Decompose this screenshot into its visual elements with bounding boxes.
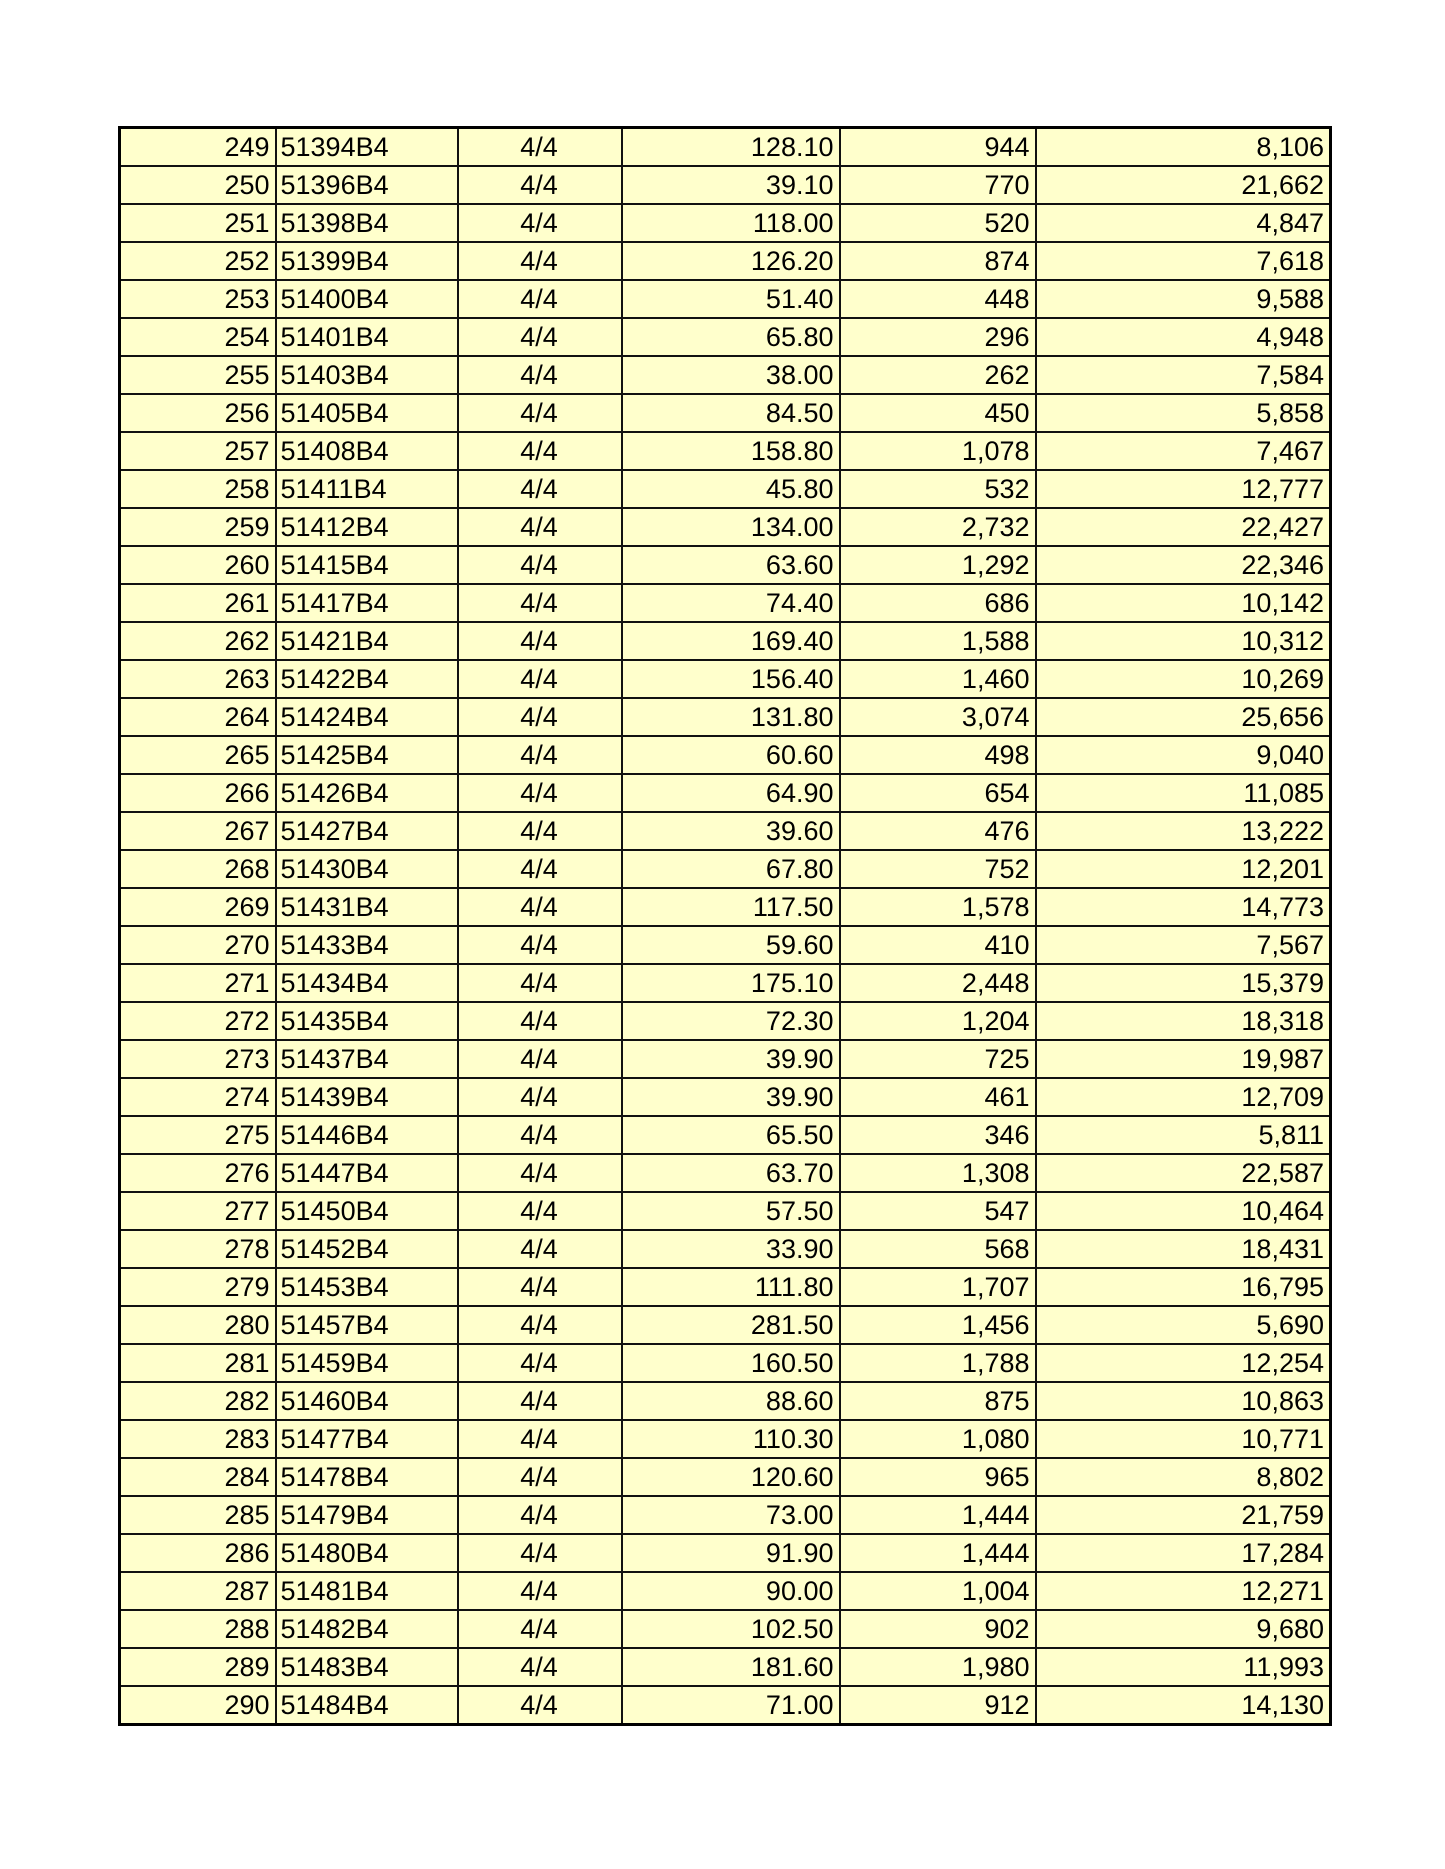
value-cell: 63.60 <box>622 546 840 584</box>
total-cell: 16,795 <box>1036 1268 1331 1306</box>
count-cell: 1,308 <box>840 1154 1036 1192</box>
value-cell: 118.00 <box>622 204 840 242</box>
code-cell: 51427B4 <box>276 812 458 850</box>
table-row <box>120 850 1331 888</box>
count-cell: 2,732 <box>840 508 1036 546</box>
total-cell: 14,130 <box>1036 1686 1331 1725</box>
count-cell: 686 <box>840 584 1036 622</box>
value-cell: 33.90 <box>622 1230 840 1268</box>
code-cell: 51452B4 <box>276 1230 458 1268</box>
ratio-cell: 4/4 <box>458 1306 622 1344</box>
code-cell: 51422B4 <box>276 660 458 698</box>
ratio-cell: 4/4 <box>458 660 622 698</box>
code-cell: 51478B4 <box>276 1458 458 1496</box>
count-cell: 1,460 <box>840 660 1036 698</box>
row-number-cell: 290 <box>120 1686 276 1725</box>
ratio-cell: 4/4 <box>458 926 622 964</box>
value-cell: 39.90 <box>622 1078 840 1116</box>
row-number-cell: 276 <box>120 1154 276 1192</box>
table-row <box>120 1078 1331 1116</box>
total-cell: 12,777 <box>1036 470 1331 508</box>
ratio-cell: 4/4 <box>458 318 622 356</box>
value-cell: 38.00 <box>622 356 840 394</box>
code-cell: 51412B4 <box>276 508 458 546</box>
table-row <box>120 470 1331 508</box>
row-number-cell: 285 <box>120 1496 276 1534</box>
value-cell: 111.80 <box>622 1268 840 1306</box>
count-cell: 874 <box>840 242 1036 280</box>
table-row <box>120 1382 1331 1420</box>
code-cell: 51401B4 <box>276 318 458 356</box>
count-cell: 1,588 <box>840 622 1036 660</box>
value-cell: 39.10 <box>622 166 840 204</box>
row-number-cell: 263 <box>120 660 276 698</box>
code-cell: 51434B4 <box>276 964 458 1002</box>
total-cell: 11,085 <box>1036 774 1331 812</box>
total-cell: 9,040 <box>1036 736 1331 774</box>
ratio-cell: 4/4 <box>458 1534 622 1572</box>
table-row <box>120 1268 1331 1306</box>
count-cell: 1,292 <box>840 546 1036 584</box>
value-cell: 39.60 <box>622 812 840 850</box>
count-cell: 902 <box>840 1610 1036 1648</box>
code-cell: 51426B4 <box>276 774 458 812</box>
row-number-cell: 262 <box>120 622 276 660</box>
table-row <box>120 964 1331 1002</box>
row-number-cell: 254 <box>120 318 276 356</box>
count-cell: 1,788 <box>840 1344 1036 1382</box>
table-row <box>120 1230 1331 1268</box>
row-number-cell: 272 <box>120 1002 276 1040</box>
code-cell: 51484B4 <box>276 1686 458 1725</box>
total-cell: 5,690 <box>1036 1306 1331 1344</box>
value-cell: 158.80 <box>622 432 840 470</box>
table-row <box>120 1648 1331 1686</box>
ratio-cell: 4/4 <box>458 736 622 774</box>
table-row <box>120 1040 1331 1078</box>
ratio-cell: 4/4 <box>458 356 622 394</box>
code-cell: 51415B4 <box>276 546 458 584</box>
value-cell: 63.70 <box>622 1154 840 1192</box>
total-cell: 13,222 <box>1036 812 1331 850</box>
row-number-cell: 252 <box>120 242 276 280</box>
value-cell: 91.90 <box>622 1534 840 1572</box>
code-cell: 51482B4 <box>276 1610 458 1648</box>
ratio-cell: 4/4 <box>458 1382 622 1420</box>
row-number-cell: 264 <box>120 698 276 736</box>
count-cell: 944 <box>840 128 1036 167</box>
ratio-cell: 4/4 <box>458 204 622 242</box>
row-number-cell: 280 <box>120 1306 276 1344</box>
code-cell: 51459B4 <box>276 1344 458 1382</box>
code-cell: 51430B4 <box>276 850 458 888</box>
table-row <box>120 280 1331 318</box>
total-cell: 4,948 <box>1036 318 1331 356</box>
row-number-cell: 283 <box>120 1420 276 1458</box>
row-number-cell: 274 <box>120 1078 276 1116</box>
code-cell: 51450B4 <box>276 1192 458 1230</box>
value-cell: 64.90 <box>622 774 840 812</box>
value-cell: 67.80 <box>622 850 840 888</box>
table-row <box>120 318 1331 356</box>
table-row <box>120 736 1331 774</box>
count-cell: 568 <box>840 1230 1036 1268</box>
table-row <box>120 1534 1331 1572</box>
total-cell: 10,464 <box>1036 1192 1331 1230</box>
ratio-cell: 4/4 <box>458 166 622 204</box>
code-cell: 51396B4 <box>276 166 458 204</box>
ratio-cell: 4/4 <box>458 470 622 508</box>
count-cell: 2,448 <box>840 964 1036 1002</box>
value-cell: 39.90 <box>622 1040 840 1078</box>
total-cell: 19,987 <box>1036 1040 1331 1078</box>
row-number-cell: 267 <box>120 812 276 850</box>
count-cell: 1,444 <box>840 1534 1036 1572</box>
row-number-cell: 275 <box>120 1116 276 1154</box>
table-row <box>120 546 1331 584</box>
total-cell: 10,863 <box>1036 1382 1331 1420</box>
table-row <box>120 1192 1331 1230</box>
value-cell: 110.30 <box>622 1420 840 1458</box>
row-number-cell: 257 <box>120 432 276 470</box>
table-row <box>120 508 1331 546</box>
count-cell: 1,004 <box>840 1572 1036 1610</box>
total-cell: 9,680 <box>1036 1610 1331 1648</box>
total-cell: 12,201 <box>1036 850 1331 888</box>
value-cell: 65.80 <box>622 318 840 356</box>
row-number-cell: 289 <box>120 1648 276 1686</box>
ratio-cell: 4/4 <box>458 698 622 736</box>
ratio-cell: 4/4 <box>458 1154 622 1192</box>
ratio-cell: 4/4 <box>458 1610 622 1648</box>
ratio-cell: 4/4 <box>458 128 622 167</box>
table-row <box>120 1610 1331 1648</box>
count-cell: 547 <box>840 1192 1036 1230</box>
count-cell: 654 <box>840 774 1036 812</box>
total-cell: 5,858 <box>1036 394 1331 432</box>
ratio-cell: 4/4 <box>458 1686 622 1725</box>
ratio-cell: 4/4 <box>458 508 622 546</box>
value-cell: 160.50 <box>622 1344 840 1382</box>
count-cell: 1,078 <box>840 432 1036 470</box>
code-cell: 51433B4 <box>276 926 458 964</box>
ratio-cell: 4/4 <box>458 1268 622 1306</box>
code-cell: 51405B4 <box>276 394 458 432</box>
table-row <box>120 660 1331 698</box>
value-cell: 74.40 <box>622 584 840 622</box>
code-cell: 51483B4 <box>276 1648 458 1686</box>
count-cell: 461 <box>840 1078 1036 1116</box>
row-number-cell: 268 <box>120 850 276 888</box>
row-number-cell: 253 <box>120 280 276 318</box>
table-row <box>120 622 1331 660</box>
code-cell: 51479B4 <box>276 1496 458 1534</box>
total-cell: 7,467 <box>1036 432 1331 470</box>
code-cell: 51424B4 <box>276 698 458 736</box>
row-number-cell: 277 <box>120 1192 276 1230</box>
code-cell: 51477B4 <box>276 1420 458 1458</box>
value-cell: 102.50 <box>622 1610 840 1648</box>
table-row <box>120 1002 1331 1040</box>
count-cell: 262 <box>840 356 1036 394</box>
value-cell: 117.50 <box>622 888 840 926</box>
count-cell: 1,980 <box>840 1648 1036 1686</box>
ratio-cell: 4/4 <box>458 1344 622 1382</box>
row-number-cell: 284 <box>120 1458 276 1496</box>
table-row <box>120 204 1331 242</box>
count-cell: 1,707 <box>840 1268 1036 1306</box>
count-cell: 1,204 <box>840 1002 1036 1040</box>
total-cell: 10,771 <box>1036 1420 1331 1458</box>
value-cell: 169.40 <box>622 622 840 660</box>
row-number-cell: 271 <box>120 964 276 1002</box>
row-number-cell: 258 <box>120 470 276 508</box>
row-number-cell: 287 <box>120 1572 276 1610</box>
total-cell: 7,584 <box>1036 356 1331 394</box>
total-cell: 10,312 <box>1036 622 1331 660</box>
table-row <box>120 1344 1331 1382</box>
value-cell: 84.50 <box>622 394 840 432</box>
value-cell: 281.50 <box>622 1306 840 1344</box>
ratio-cell: 4/4 <box>458 1078 622 1116</box>
ratio-cell: 4/4 <box>458 1002 622 1040</box>
ratio-cell: 4/4 <box>458 432 622 470</box>
value-cell: 90.00 <box>622 1572 840 1610</box>
count-cell: 346 <box>840 1116 1036 1154</box>
table-row <box>120 356 1331 394</box>
count-cell: 476 <box>840 812 1036 850</box>
ratio-cell: 4/4 <box>458 1648 622 1686</box>
row-number-cell: 282 <box>120 1382 276 1420</box>
total-cell: 25,656 <box>1036 698 1331 736</box>
count-cell: 1,080 <box>840 1420 1036 1458</box>
row-number-cell: 279 <box>120 1268 276 1306</box>
code-cell: 51400B4 <box>276 280 458 318</box>
count-cell: 912 <box>840 1686 1036 1725</box>
total-cell: 10,269 <box>1036 660 1331 698</box>
code-cell: 51399B4 <box>276 242 458 280</box>
table-row <box>120 888 1331 926</box>
total-cell: 10,142 <box>1036 584 1331 622</box>
count-cell: 1,444 <box>840 1496 1036 1534</box>
value-cell: 59.60 <box>622 926 840 964</box>
row-number-cell: 278 <box>120 1230 276 1268</box>
ratio-cell: 4/4 <box>458 546 622 584</box>
row-number-cell: 251 <box>120 204 276 242</box>
row-number-cell: 270 <box>120 926 276 964</box>
ratio-cell: 4/4 <box>458 1458 622 1496</box>
row-number-cell: 269 <box>120 888 276 926</box>
table-row <box>120 1572 1331 1610</box>
count-cell: 752 <box>840 850 1036 888</box>
ratio-cell: 4/4 <box>458 1420 622 1458</box>
table-row <box>120 926 1331 964</box>
table-row <box>120 584 1331 622</box>
ratio-cell: 4/4 <box>458 1230 622 1268</box>
code-cell: 51480B4 <box>276 1534 458 1572</box>
row-number-cell: 265 <box>120 736 276 774</box>
count-cell: 770 <box>840 166 1036 204</box>
ratio-cell: 4/4 <box>458 964 622 1002</box>
table-row <box>120 432 1331 470</box>
table-row <box>120 1458 1331 1496</box>
count-cell: 450 <box>840 394 1036 432</box>
ratio-cell: 4/4 <box>458 280 622 318</box>
code-cell: 51435B4 <box>276 1002 458 1040</box>
table-row <box>120 698 1331 736</box>
table-row <box>120 774 1331 812</box>
count-cell: 448 <box>840 280 1036 318</box>
row-number-cell: 281 <box>120 1344 276 1382</box>
row-number-cell: 249 <box>120 128 276 167</box>
code-cell: 51447B4 <box>276 1154 458 1192</box>
total-cell: 8,106 <box>1036 128 1331 167</box>
row-number-cell: 273 <box>120 1040 276 1078</box>
code-cell: 51398B4 <box>276 204 458 242</box>
row-number-cell: 250 <box>120 166 276 204</box>
code-cell: 51460B4 <box>276 1382 458 1420</box>
count-cell: 1,578 <box>840 888 1036 926</box>
ratio-cell: 4/4 <box>458 888 622 926</box>
value-cell: 51.40 <box>622 280 840 318</box>
table-row <box>120 1686 1331 1725</box>
count-cell: 410 <box>840 926 1036 964</box>
row-number-cell: 255 <box>120 356 276 394</box>
count-cell: 498 <box>840 736 1036 774</box>
code-cell: 51425B4 <box>276 736 458 774</box>
ratio-cell: 4/4 <box>458 1572 622 1610</box>
total-cell: 5,811 <box>1036 1116 1331 1154</box>
ratio-cell: 4/4 <box>458 584 622 622</box>
code-cell: 51403B4 <box>276 356 458 394</box>
total-cell: 17,284 <box>1036 1534 1331 1572</box>
ratio-cell: 4/4 <box>458 1116 622 1154</box>
total-cell: 11,993 <box>1036 1648 1331 1686</box>
value-cell: 65.50 <box>622 1116 840 1154</box>
table-row <box>120 1496 1331 1534</box>
row-number-cell: 288 <box>120 1610 276 1648</box>
table-row <box>120 394 1331 432</box>
row-number-cell: 286 <box>120 1534 276 1572</box>
total-cell: 9,588 <box>1036 280 1331 318</box>
total-cell: 18,318 <box>1036 1002 1331 1040</box>
row-number-cell: 259 <box>120 508 276 546</box>
table-row <box>120 812 1331 850</box>
row-number-cell: 256 <box>120 394 276 432</box>
value-cell: 126.20 <box>622 242 840 280</box>
value-cell: 45.80 <box>622 470 840 508</box>
table-row <box>120 1306 1331 1344</box>
total-cell: 7,618 <box>1036 242 1331 280</box>
row-number-cell: 261 <box>120 584 276 622</box>
value-cell: 60.60 <box>622 736 840 774</box>
total-cell: 12,709 <box>1036 1078 1331 1116</box>
value-cell: 88.60 <box>622 1382 840 1420</box>
ratio-cell: 4/4 <box>458 394 622 432</box>
table-row <box>120 1154 1331 1192</box>
value-cell: 175.10 <box>622 964 840 1002</box>
count-cell: 296 <box>840 318 1036 356</box>
count-cell: 875 <box>840 1382 1036 1420</box>
row-number-cell: 260 <box>120 546 276 584</box>
total-cell: 22,427 <box>1036 508 1331 546</box>
ratio-cell: 4/4 <box>458 812 622 850</box>
count-cell: 532 <box>840 470 1036 508</box>
ratio-cell: 4/4 <box>458 850 622 888</box>
value-cell: 120.60 <box>622 1458 840 1496</box>
count-cell: 3,074 <box>840 698 1036 736</box>
total-cell: 18,431 <box>1036 1230 1331 1268</box>
data-table <box>118 126 1332 1726</box>
count-cell: 520 <box>840 204 1036 242</box>
row-number-cell: 266 <box>120 774 276 812</box>
code-cell: 51453B4 <box>276 1268 458 1306</box>
total-cell: 14,773 <box>1036 888 1331 926</box>
total-cell: 8,802 <box>1036 1458 1331 1496</box>
code-cell: 51417B4 <box>276 584 458 622</box>
code-cell: 51446B4 <box>276 1116 458 1154</box>
value-cell: 71.00 <box>622 1686 840 1725</box>
count-cell: 725 <box>840 1040 1036 1078</box>
code-cell: 51437B4 <box>276 1040 458 1078</box>
table-row <box>120 128 1331 167</box>
total-cell: 12,271 <box>1036 1572 1331 1610</box>
value-cell: 72.30 <box>622 1002 840 1040</box>
total-cell: 22,346 <box>1036 546 1331 584</box>
value-cell: 128.10 <box>622 128 840 167</box>
total-cell: 22,587 <box>1036 1154 1331 1192</box>
code-cell: 51439B4 <box>276 1078 458 1116</box>
table-row <box>120 166 1331 204</box>
total-cell: 15,379 <box>1036 964 1331 1002</box>
code-cell: 51431B4 <box>276 888 458 926</box>
table-row <box>120 242 1331 280</box>
table-row <box>120 1116 1331 1154</box>
ratio-cell: 4/4 <box>458 1192 622 1230</box>
value-cell: 134.00 <box>622 508 840 546</box>
code-cell: 51421B4 <box>276 622 458 660</box>
total-cell: 4,847 <box>1036 204 1331 242</box>
total-cell: 7,567 <box>1036 926 1331 964</box>
value-cell: 156.40 <box>622 660 840 698</box>
ratio-cell: 4/4 <box>458 622 622 660</box>
total-cell: 12,254 <box>1036 1344 1331 1382</box>
ratio-cell: 4/4 <box>458 1496 622 1534</box>
count-cell: 1,456 <box>840 1306 1036 1344</box>
value-cell: 181.60 <box>622 1648 840 1686</box>
code-cell: 51408B4 <box>276 432 458 470</box>
table-body <box>120 128 1331 1725</box>
value-cell: 57.50 <box>622 1192 840 1230</box>
code-cell: 51457B4 <box>276 1306 458 1344</box>
count-cell: 965 <box>840 1458 1036 1496</box>
code-cell: 51481B4 <box>276 1572 458 1610</box>
value-cell: 131.80 <box>622 698 840 736</box>
value-cell: 73.00 <box>622 1496 840 1534</box>
total-cell: 21,759 <box>1036 1496 1331 1534</box>
ratio-cell: 4/4 <box>458 242 622 280</box>
ratio-cell: 4/4 <box>458 774 622 812</box>
table-row <box>120 1420 1331 1458</box>
code-cell: 51394B4 <box>276 128 458 167</box>
code-cell: 51411B4 <box>276 470 458 508</box>
total-cell: 21,662 <box>1036 166 1331 204</box>
ratio-cell: 4/4 <box>458 1040 622 1078</box>
